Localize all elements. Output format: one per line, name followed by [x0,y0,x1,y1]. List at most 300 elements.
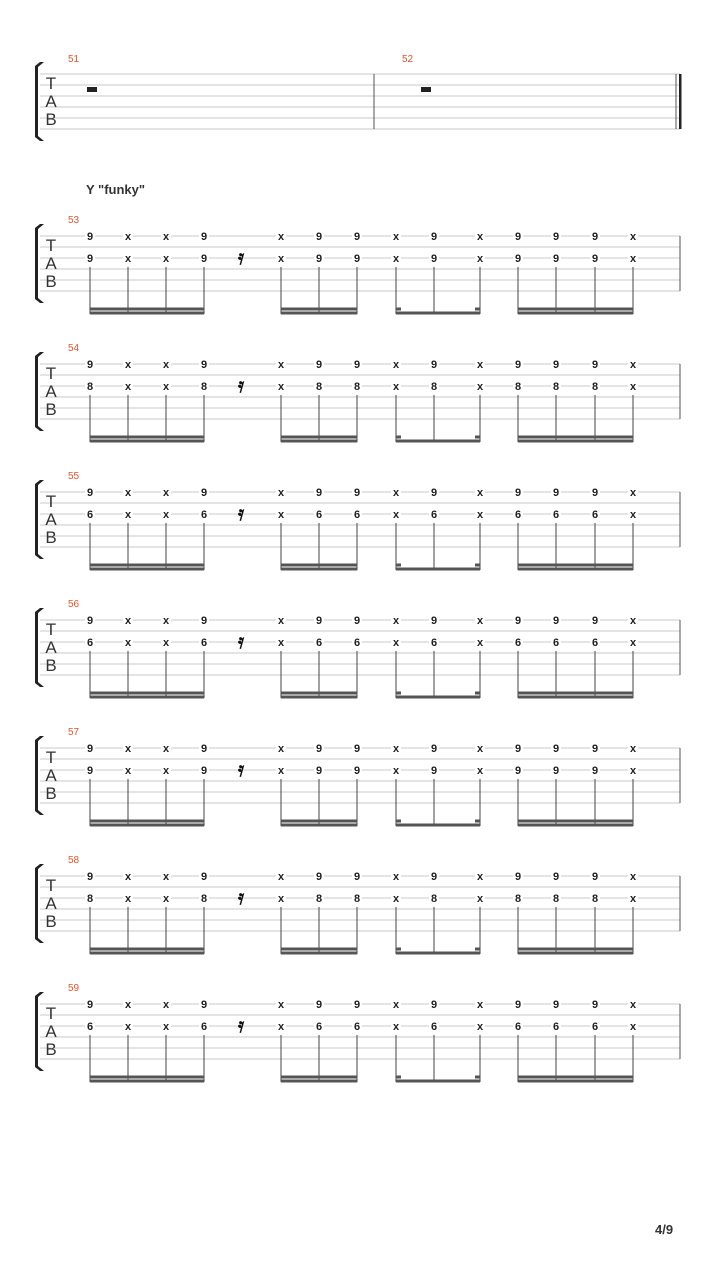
fret-number-string1: x [392,487,400,499]
fret-number-string1: 9 [514,743,522,755]
sixteenth-rest: 𝄿 [238,629,245,653]
fret-number-string1: x [124,871,132,883]
fret-number-string1: 9 [430,743,438,755]
tab-clef-letter: B [45,656,57,675]
fret-number-string1: 9 [86,487,94,499]
beam-partial [475,436,480,439]
fret-number-string2: x [162,765,170,777]
fret-number-string1: 9 [430,487,438,499]
tab-clef-letter: A [45,1022,57,1041]
beam-secondary [518,308,633,311]
fret-number-string2: x [476,893,484,905]
tab-clef-letter: T [45,74,57,93]
fret-number-string2: 6 [315,1021,323,1033]
fret-number-string2: x [124,253,132,265]
fret-number-string2: x [476,765,484,777]
fret-number-string1: x [124,743,132,755]
tab-clef-letter: A [45,894,57,913]
fret-number-string1: 9 [353,231,361,243]
beam-secondary [518,564,633,567]
beam-secondary [281,1076,357,1079]
fret-number-string2: 6 [430,509,438,521]
fret-number-string2: 6 [514,509,522,521]
fret-number-string1: x [277,871,285,883]
tab-clef-letter: A [45,382,57,401]
sixteenth-rest: 𝄿 [238,501,245,525]
fret-number-string1: x [476,615,484,627]
beam-primary [281,440,357,443]
fret-number-string2: x [162,893,170,905]
fret-number-string1: x [277,615,285,627]
sixteenth-rest: 𝄿 [238,245,245,269]
fret-number-string1: x [162,743,170,755]
fret-number-string2: x [277,1021,285,1033]
fret-number-string1: 9 [315,871,323,883]
fret-number-string2: 6 [591,509,599,521]
fret-number-string1: x [162,231,170,243]
fret-number-string2: 9 [514,253,522,265]
beam-partial [475,820,480,823]
fret-number-string2: x [162,253,170,265]
fret-number-string1: 9 [86,999,94,1011]
beam-partial [396,948,401,951]
fret-number-string1: x [277,999,285,1011]
fret-number-string2: 9 [430,253,438,265]
beam-secondary [90,1076,204,1079]
fret-number-string1: 9 [430,231,438,243]
measure-number: 58 [68,855,80,866]
tab-clef-letter: A [45,92,57,111]
beam-secondary [281,308,357,311]
beam-secondary [281,820,357,823]
fret-number-string2: 8 [86,893,94,905]
fret-number-string1: 9 [353,615,361,627]
fret-number-string2: 8 [315,893,323,905]
fret-number-string2: x [124,893,132,905]
fret-number-string2: 9 [353,765,361,777]
fret-number-string2: 6 [552,637,560,649]
fret-number-string1: 9 [315,359,323,371]
tab-clef-letter: B [45,528,57,547]
tab-clef-letter: B [45,272,57,291]
beam-secondary [90,692,204,695]
fret-number-string2: 6 [591,637,599,649]
fret-number-string2: 6 [430,637,438,649]
fret-number-string2: x [162,1021,170,1033]
beam-primary [518,952,633,955]
fret-number-string2: x [124,381,132,393]
fret-number-string1: 9 [514,871,522,883]
fret-number-string1: x [629,615,637,627]
fret-number-string2: 8 [430,381,438,393]
beam-partial [475,1076,480,1079]
fret-number-string1: 9 [514,615,522,627]
fret-number-string2: x [277,381,285,393]
fret-number-string1: x [162,487,170,499]
fret-number-string2: 8 [552,893,560,905]
fret-number-string2: x [162,637,170,649]
measure-number: 51 [68,54,80,65]
fret-number-string1: 9 [514,487,522,499]
fret-number-string1: 9 [552,743,560,755]
whole-rest [87,87,97,92]
fret-number-string1: 9 [353,487,361,499]
beam-primary [90,696,204,699]
fret-number-string2: 6 [353,1021,361,1033]
beam-primary [90,568,204,571]
fret-number-string2: 6 [200,637,208,649]
beam-primary [396,312,480,315]
fret-number-string2: 8 [200,381,208,393]
fret-number-string2: 8 [200,893,208,905]
fret-number-string1: x [476,231,484,243]
fret-number-string2: 6 [552,1021,560,1033]
beam-primary [90,1080,204,1083]
fret-number-string1: 9 [430,999,438,1011]
fret-number-string2: x [277,509,285,521]
beam-primary [396,568,480,571]
fret-number-string2: x [162,509,170,521]
fret-number-string1: 9 [200,231,208,243]
fret-number-string1: 9 [200,999,208,1011]
sixteenth-rest: 𝄿 [238,1013,245,1037]
fret-number-string2: 6 [200,509,208,521]
fret-number-string1: 9 [591,615,599,627]
fret-number-string1: x [124,359,132,371]
fret-number-string1: x [476,487,484,499]
fret-number-string2: x [392,637,400,649]
fret-number-string2: 9 [552,253,560,265]
beam-primary [518,1080,633,1083]
fret-number-string2: x [476,509,484,521]
fret-number-string2: x [392,765,400,777]
tab-clef-letter: B [45,784,57,803]
fret-number-string2: 9 [315,765,323,777]
fret-number-string1: x [392,999,400,1011]
whole-rest [421,87,431,92]
fret-number-string1: 9 [200,615,208,627]
fret-number-string1: 9 [86,871,94,883]
beam-primary [90,824,204,827]
beam-primary [396,952,480,955]
fret-number-string2: x [392,253,400,265]
fret-number-string2: x [124,765,132,777]
fret-number-string1: 9 [430,615,438,627]
fret-number-string2: 6 [353,509,361,521]
beam-primary [281,952,357,955]
fret-number-string2: 8 [315,381,323,393]
fret-number-string2: x [162,381,170,393]
fret-number-string2: 6 [86,637,94,649]
beam-secondary [90,820,204,823]
fret-number-string1: x [629,743,637,755]
beam-primary [396,1080,480,1083]
fret-number-string1: 9 [552,871,560,883]
tab-clef-letter: B [45,1040,57,1059]
fret-number-string1: x [124,999,132,1011]
fret-number-string2: x [476,253,484,265]
fret-number-string2: x [629,637,637,649]
beam-primary [281,824,357,827]
fret-number-string1: x [162,871,170,883]
fret-number-string2: 8 [514,893,522,905]
beam-primary [518,312,633,315]
fret-number-string1: x [392,359,400,371]
fret-number-string1: x [629,871,637,883]
fret-number-string2: x [629,253,637,265]
fret-number-string2: 9 [200,765,208,777]
fret-number-string2: 9 [86,765,94,777]
tab-clef-letter: A [45,254,57,273]
beam-secondary [281,436,357,439]
beam-partial [396,820,401,823]
beam-primary [518,568,633,571]
measure-number: 53 [68,215,80,226]
fret-number-string1: 9 [552,999,560,1011]
beam-primary [281,568,357,571]
fret-number-string2: 6 [514,1021,522,1033]
fret-number-string1: 9 [514,999,522,1011]
fret-number-string1: 9 [200,359,208,371]
fret-number-string1: x [162,999,170,1011]
measure-number: 52 [402,54,414,65]
fret-number-string2: 9 [353,253,361,265]
fret-number-string2: x [629,893,637,905]
beam-primary [281,312,357,315]
fret-number-string1: 9 [591,359,599,371]
tab-clef-letter: A [45,638,57,657]
tab-clef-letter: T [45,492,57,511]
fret-number-string2: 9 [514,765,522,777]
measure-number: 56 [68,599,80,610]
fret-number-string1: 9 [86,615,94,627]
fret-number-string2: x [476,381,484,393]
fret-number-string2: 9 [200,253,208,265]
fret-number-string1: 9 [315,615,323,627]
beam-secondary [90,308,204,311]
beam-primary [518,824,633,827]
fret-number-string2: 9 [552,765,560,777]
sixteenth-rest: 𝄿 [238,757,245,781]
beam-primary [518,440,633,443]
fret-number-string1: x [476,359,484,371]
beam-primary [396,440,480,443]
beam-secondary [281,692,357,695]
tab-clef-letter: T [45,1004,57,1023]
fret-number-string1: x [277,487,285,499]
fret-number-string2: 8 [552,381,560,393]
beam-partial [396,564,401,567]
beam-primary [90,952,204,955]
beam-partial [396,692,401,695]
fret-number-string2: x [629,765,637,777]
fret-number-string1: x [476,743,484,755]
fret-number-string1: 9 [591,487,599,499]
fret-number-string2: 8 [514,381,522,393]
tab-clef-letter: B [45,110,57,129]
fret-number-string1: x [629,487,637,499]
fret-number-string2: 6 [200,1021,208,1033]
fret-number-string2: 8 [353,893,361,905]
tab-clef-letter: T [45,364,57,383]
fret-number-string1: x [124,615,132,627]
beam-secondary [518,820,633,823]
fret-number-string1: 9 [430,359,438,371]
beam-secondary [281,564,357,567]
fret-number-string1: 9 [353,359,361,371]
tab-clef-letter: T [45,876,57,895]
beam-partial [475,564,480,567]
fret-number-string2: 8 [353,381,361,393]
fret-number-string2: 6 [86,509,94,521]
beam-partial [396,436,401,439]
section-label: Y "funky" [86,182,146,197]
fret-number-string1: 9 [200,743,208,755]
fret-number-string2: x [277,637,285,649]
fret-number-string1: x [162,359,170,371]
fret-number-string1: 9 [315,743,323,755]
fret-number-string2: x [392,509,400,521]
sixteenth-rest: 𝄿 [238,885,245,909]
beam-secondary [90,564,204,567]
fret-number-string1: 9 [552,615,560,627]
fret-number-string2: 6 [315,509,323,521]
tab-clef-letter: T [45,620,57,639]
fret-number-string2: 6 [552,509,560,521]
fret-number-string2: 9 [591,253,599,265]
fret-number-string1: 9 [86,743,94,755]
fret-number-string1: x [392,231,400,243]
fret-number-string1: x [277,359,285,371]
fret-number-string1: x [392,743,400,755]
fret-number-string2: x [124,1021,132,1033]
fret-number-string2: x [476,637,484,649]
beam-primary [90,312,204,315]
beam-partial [475,692,480,695]
fret-number-string1: 9 [591,743,599,755]
beam-primary [281,696,357,699]
fret-number-string1: 9 [552,231,560,243]
beam-secondary [518,436,633,439]
fret-number-string1: 9 [200,871,208,883]
fret-number-string1: 9 [552,359,560,371]
fret-number-string2: x [277,253,285,265]
fret-number-string2: 8 [591,381,599,393]
beam-secondary [518,948,633,951]
fret-number-string2: 6 [591,1021,599,1033]
fret-number-string1: x [629,359,637,371]
fret-number-string2: 8 [430,893,438,905]
beam-partial [475,948,480,951]
beam-secondary [90,436,204,439]
tab-clef-letter: T [45,236,57,255]
fret-number-string1: x [629,231,637,243]
tab-clef-letter: A [45,510,57,529]
tab-clef-letter: T [45,748,57,767]
measure-number: 57 [68,727,80,738]
fret-number-string1: x [476,871,484,883]
fret-number-string1: 9 [315,999,323,1011]
beam-secondary [281,948,357,951]
beam-primary [396,696,480,699]
fret-number-string1: 9 [430,871,438,883]
tab-clef-letter: A [45,766,57,785]
fret-number-string1: x [124,487,132,499]
tab-clef-letter: B [45,912,57,931]
fret-number-string1: x [392,871,400,883]
fret-number-string2: x [124,637,132,649]
fret-number-string1: 9 [591,999,599,1011]
final-barline-thick [679,74,682,129]
fret-number-string2: x [124,509,132,521]
fret-number-string2: 9 [86,253,94,265]
measure-number: 54 [68,343,80,354]
fret-number-string1: x [124,231,132,243]
fret-number-string2: 6 [86,1021,94,1033]
fret-number-string1: x [277,743,285,755]
fret-number-string2: 8 [591,893,599,905]
fret-number-string2: 6 [315,637,323,649]
fret-number-string1: 9 [353,743,361,755]
fret-number-string1: 9 [514,359,522,371]
fret-number-string2: 6 [353,637,361,649]
fret-number-string1: 9 [86,231,94,243]
beam-partial [475,308,480,311]
fret-number-string1: x [629,999,637,1011]
fret-number-string1: 9 [200,487,208,499]
beam-primary [396,824,480,827]
fret-number-string2: 9 [591,765,599,777]
fret-number-string2: x [392,1021,400,1033]
fret-number-string2: x [392,893,400,905]
fret-number-string1: 9 [353,871,361,883]
fret-number-string1: 9 [514,231,522,243]
beam-primary [518,696,633,699]
fret-number-string2: x [629,509,637,521]
fret-number-string2: x [629,381,637,393]
measure-number: 55 [68,471,80,482]
fret-number-string1: x [162,615,170,627]
fret-number-string1: 9 [591,231,599,243]
fret-number-string1: 9 [353,999,361,1011]
fret-number-string2: 8 [86,381,94,393]
fret-number-string2: x [277,893,285,905]
beam-partial [396,308,401,311]
fret-number-string2: 9 [430,765,438,777]
beam-primary [281,1080,357,1083]
measure-number: 59 [68,983,80,994]
fret-number-string1: x [476,999,484,1011]
fret-number-string1: 9 [552,487,560,499]
beam-partial [396,1076,401,1079]
fret-number-string1: 9 [591,871,599,883]
beam-primary [90,440,204,443]
beam-secondary [518,1076,633,1079]
fret-number-string1: 9 [86,359,94,371]
fret-number-string1: 9 [315,231,323,243]
page-number: 4/9 [655,1222,674,1237]
fret-number-string1: 9 [315,487,323,499]
fret-number-string2: 6 [430,1021,438,1033]
fret-number-string1: x [277,231,285,243]
fret-number-string2: x [629,1021,637,1033]
fret-number-string2: 6 [514,637,522,649]
sixteenth-rest: 𝄿 [238,373,245,397]
beam-secondary [518,692,633,695]
fret-number-string2: x [277,765,285,777]
tab-clef-letter: B [45,400,57,419]
fret-number-string1: x [392,615,400,627]
